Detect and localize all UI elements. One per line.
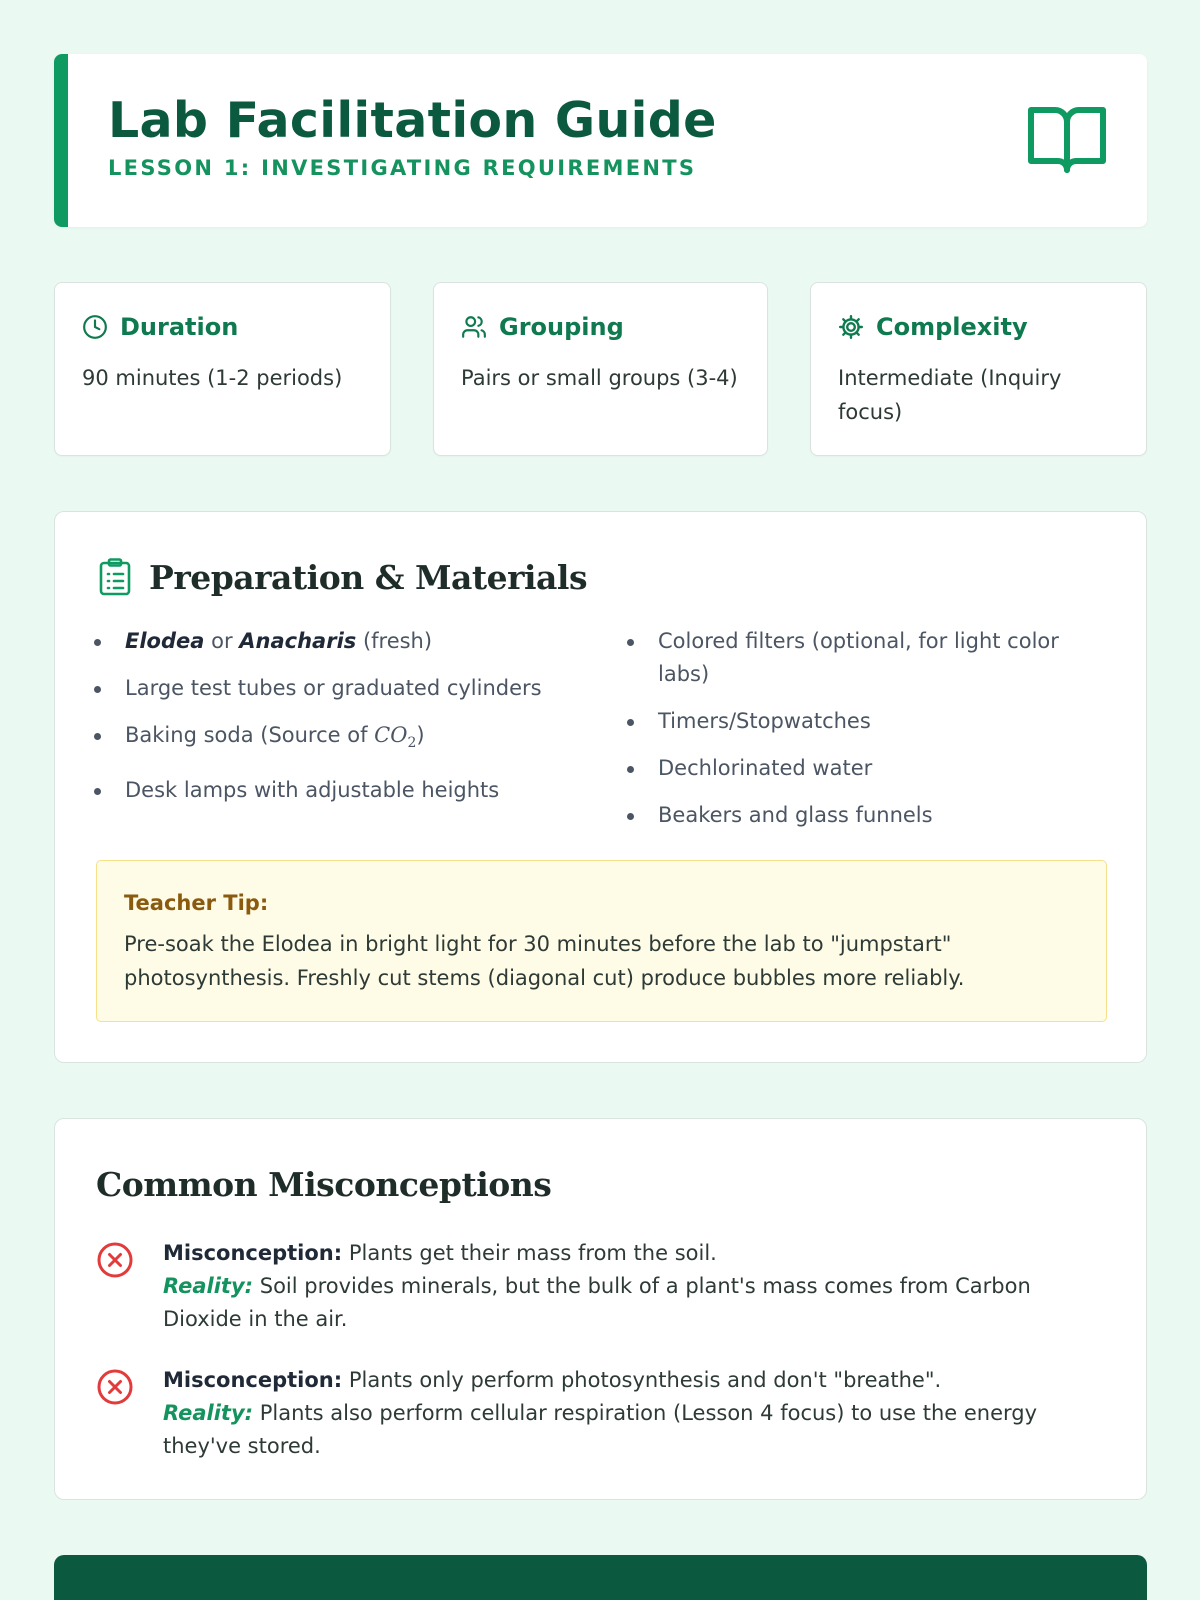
list-item: Dechlorinated water [625,752,1105,785]
list-item: Large test tubes or graduated cylinders [92,672,562,705]
teacher-tip-title: Teacher Tip: [124,891,269,915]
book-open-icon [1027,104,1107,176]
clock-icon [82,314,108,340]
x-circle-icon [96,1368,134,1406]
list-item: Elodea or Anacharis (fresh) [92,625,562,658]
list-item: Baking soda (Source of $CO_2$) [92,719,562,760]
x-circle-icon [96,1241,134,1279]
list-item: Colored filters (optional, for light color labs) [625,625,1105,691]
duration-card [54,282,391,456]
teacher-tip-text: Pre-soak the Elodea in bright light for 30 minutes before the lab to "jumpstart" photosynthesis. Freshly cut stems (diagonal cut) produce bubbles more reliably. [124,932,965,990]
misconception-text: Plants only perform photosynthesis and don't "breathe". [342,1368,942,1392]
gear-icon [838,314,864,340]
co2-formula: $CO_2$ [374,723,417,752]
grouping-label: Grouping [499,313,624,341]
duration-label: Duration [120,313,239,341]
clipboard-list-icon [99,558,131,596]
page-title: Lab Facilitation Guide [108,92,717,149]
page-header [54,54,1147,227]
materials-list-right [625,625,1105,846]
misconception-text: Plants get their mass from the soil. [342,1241,717,1265]
complexity-value: Intermediate (Inquiry focus) [838,366,1062,424]
reality-text: Soil provides minerals, but the bulk of a plant's mass comes from Carbon Dioxide in the air. [163,1274,1031,1331]
list-item: Beakers and glass funnels [625,799,1105,832]
grouping-value: Pairs or small groups (3-4) [461,366,738,390]
materials-list-left [92,625,562,821]
complexity-label: Complexity [876,313,1028,341]
list-item: Desk lamps with adjustable heights [92,774,562,807]
lesson-subtitle: LESSON 1: INVESTIGATING REQUIREMENTS [108,156,697,180]
duration-value: 90 minutes (1-2 periods) [82,366,343,390]
teacher-tip-callout [96,860,1107,1022]
reality-text: Plants also perform cellular respiration (Lesson 4 focus) to use the energy they've stored. [163,1401,1038,1458]
misconceptions-title: Common Misconceptions [96,1165,552,1204]
users-icon [461,314,487,340]
misconceptions-section: Common Misconceptions Misconception: Plants get their mass from the soil. Reality: Soil provides minerals, but the bulk of a plant's mass comes from Carbon Dioxide in the air. Misconception: Plants only perform photosynthesis and don't "breathe". Reality: Plants also perform cellular respiration (Lesson 4 focus) to use the energy they've stored. [54,1118,1147,1500]
complexity-card [810,282,1147,456]
preparation-section [54,511,1147,1063]
footer-banner [54,1555,1147,1600]
header-accent-bar [54,54,68,227]
grouping-card [433,282,768,456]
list-item: Timers/Stopwatches [625,705,1105,738]
preparation-title: Preparation & Materials [149,558,588,597]
